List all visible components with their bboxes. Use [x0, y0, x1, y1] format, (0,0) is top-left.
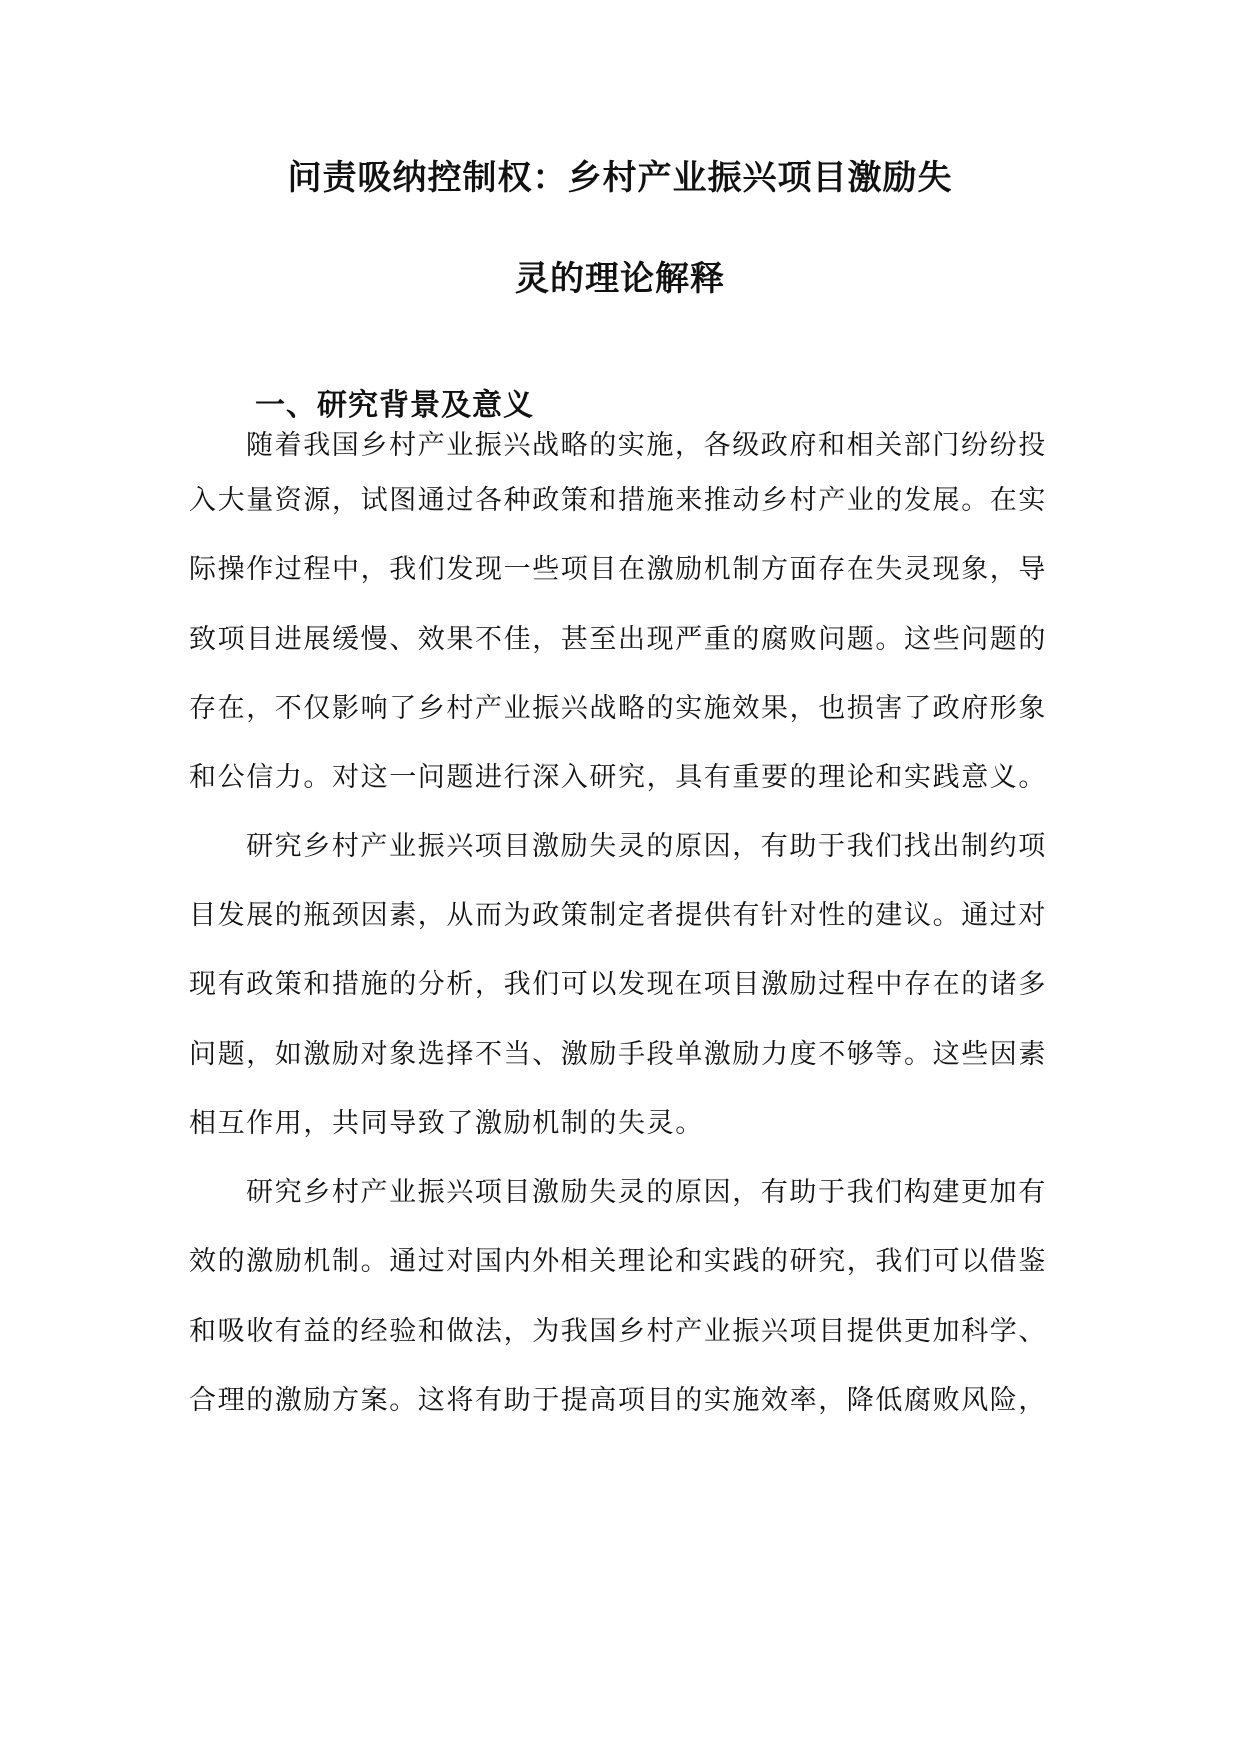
body-line: 存在，不仅影响了乡村产业振兴战略的实施效果，也损害了政府形象 [189, 693, 1047, 724]
body-line: 随着我国乡村产业振兴战略的实施，各级政府和相关部门纷纷投 [246, 430, 1047, 461]
body-line: 合理的激励方案。这将有助于提高项目的实施效率，降低腐败风险， [189, 1385, 1047, 1416]
section-heading: 一、研究背景及意义 [255, 388, 534, 423]
body-line: 现有政策和措施的分析，我们可以发现在项目激励过程中存在的诸多 [189, 969, 1047, 1000]
body-line: 研究乡村产业振兴项目激励失灵的原因，有助于我们构建更加有 [246, 1177, 1047, 1208]
body-line: 和公信力。对这一问题进行深入研究，具有重要的理论和实践意义。 [189, 762, 1047, 793]
body-line: 目发展的瓶颈因素，从而为政策制定者提供有针对性的建议。通过对 [189, 900, 1047, 931]
body-line: 致项目进展缓慢、效果不佳，甚至出现严重的腐败问题。这些问题的 [189, 624, 1047, 655]
body-line: 效的激励机制。通过对国内外相关理论和实践的研究，我们可以借鉴 [189, 1246, 1047, 1277]
body-line: 相互作用，共同导致了激励机制的失灵。 [189, 1108, 704, 1139]
body-line: 研究乡村产业振兴项目激励失灵的原因，有助于我们找出制约项 [246, 831, 1047, 862]
body-line: 际操作过程中，我们发现一些项目在激励机制方面存在失灵现象，导 [189, 554, 1047, 585]
document-title-line-2: 灵的理论解释 [515, 259, 725, 299]
body-line: 和吸收有益的经验和做法，为我国乡村产业振兴项目提供更加科学、 [189, 1316, 1047, 1347]
document-title-line-1: 问责吸纳控制权：乡村产业振兴项目激励失 [287, 158, 953, 198]
body-line: 入大量资源，试图通过各种政策和措施来推动乡村产业的发展。在实 [189, 485, 1047, 516]
body-line: 问题，如激励对象选择不当、激励手段单激励力度不够等。这些因素 [189, 1039, 1047, 1070]
